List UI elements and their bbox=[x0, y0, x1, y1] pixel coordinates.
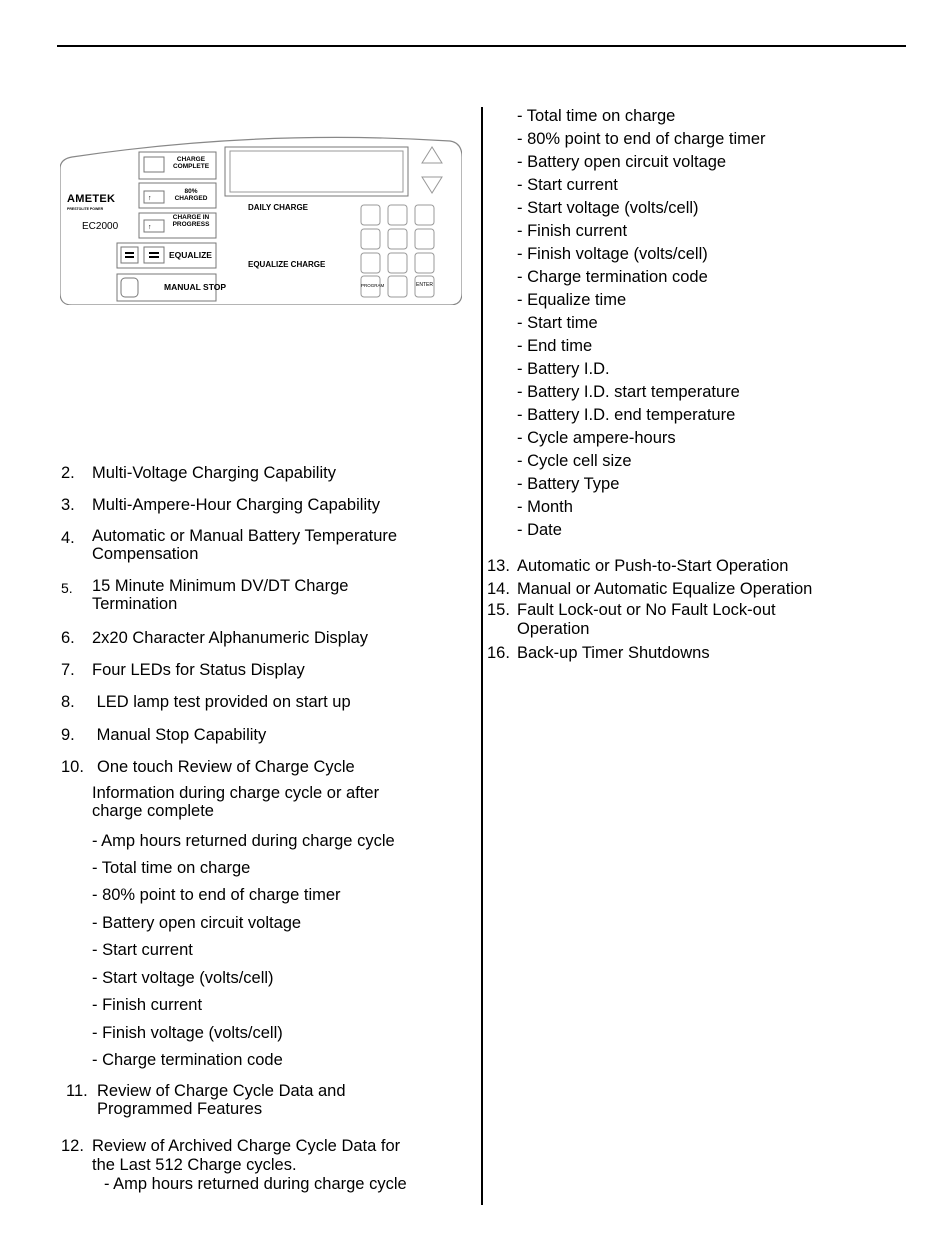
item-text-line2: Compensation bbox=[92, 545, 199, 563]
item-number: 3. bbox=[61, 496, 75, 514]
sub-item: - Charge termination code bbox=[517, 268, 708, 286]
sub-item: - 80% point to end of charge timer bbox=[92, 886, 341, 904]
item-number: 8. bbox=[61, 693, 75, 711]
sub-item: - Battery I.D. end temperature bbox=[517, 406, 736, 424]
sub-item: - Equalize time bbox=[517, 291, 627, 309]
item-text-line2: the Last 512 Charge cycles. bbox=[92, 1156, 297, 1174]
brand-subtitle: PRESTOLITE POWER bbox=[67, 207, 104, 211]
top-rule bbox=[57, 45, 906, 47]
sub-item: - Month bbox=[517, 498, 573, 516]
item-text: Four LEDs for Status Display bbox=[92, 661, 305, 679]
sub-item: - Battery I.D. start temperature bbox=[517, 383, 740, 401]
sub-item: - Charge termination code bbox=[92, 1051, 283, 1069]
item-number: 11. bbox=[66, 1082, 88, 1100]
sub-item: - Battery Type bbox=[517, 475, 620, 493]
item-number: 16. bbox=[487, 644, 510, 662]
equalize-button-label: EQUALIZE bbox=[169, 250, 212, 260]
item10-info-line1: Information during charge cycle or after bbox=[92, 784, 380, 802]
led-charge-in-progress-label: CHARGE IN PROGRESS bbox=[172, 214, 210, 229]
sub-item: - Battery I.D. bbox=[517, 360, 610, 378]
sub-item: - Total time on charge bbox=[517, 107, 676, 125]
sub-item: - End time bbox=[517, 337, 593, 355]
daily-charge-label: DAILY CHARGE bbox=[248, 203, 309, 212]
column-divider bbox=[481, 107, 483, 1205]
item-text: Multi-Voltage Charging Capability bbox=[92, 464, 336, 482]
charger-panel-illustration bbox=[60, 135, 462, 305]
item-text: 15 Minute Minimum DV/DT Charge bbox=[92, 577, 349, 595]
manual-stop-button-label: MANUAL STOP bbox=[164, 282, 227, 292]
sub-item: - 80% point to end of charge timer bbox=[517, 130, 766, 148]
item-text: 2x20 Character Alphanumeric Display bbox=[92, 629, 369, 647]
sub-item: - Start voltage (volts/cell) bbox=[517, 199, 699, 217]
sub-item: - Start voltage (volts/cell) bbox=[92, 969, 274, 987]
sub-item: - Start current bbox=[517, 176, 618, 194]
item-number: 12. bbox=[61, 1137, 84, 1155]
item-text: Automatic or Push-to-Start Operation bbox=[517, 557, 789, 575]
item-number: 13. bbox=[487, 557, 510, 575]
item-text-line2: Operation bbox=[517, 620, 590, 638]
item-text-line3: - Amp hours returned during charge cycle bbox=[104, 1175, 407, 1193]
item-number: 5. bbox=[61, 580, 73, 596]
item-text: Multi-Ampere-Hour Charging Capability bbox=[92, 496, 380, 514]
sub-item: - Cycle ampere-hours bbox=[517, 429, 676, 447]
sub-item: - Cycle cell size bbox=[517, 452, 632, 470]
sub-item: - Battery open circuit voltage bbox=[92, 914, 302, 932]
arrow-up-icon: ↑ bbox=[148, 224, 152, 231]
sub-item: - Finish voltage (volts/cell) bbox=[92, 1024, 283, 1042]
item-text: Review of Archived Charge Cycle Data for bbox=[92, 1137, 401, 1155]
item-number: 6. bbox=[61, 629, 75, 647]
item-number: 15. bbox=[487, 601, 510, 619]
item-number: 10. bbox=[61, 758, 84, 776]
sub-item: - Finish current bbox=[517, 222, 628, 240]
item-text-line2: Termination bbox=[92, 595, 178, 613]
item-number: 4. bbox=[61, 529, 75, 547]
sub-item: - Finish voltage (volts/cell) bbox=[517, 245, 708, 263]
sub-item: - Finish current bbox=[92, 996, 203, 1014]
arrow-up-icon: ↑ bbox=[148, 195, 152, 202]
item-text: LED lamp test provided on start up bbox=[92, 693, 351, 711]
item-text: Manual Stop Capability bbox=[92, 726, 267, 744]
brand-logo: AMETEK bbox=[67, 193, 116, 205]
item-text: Review of Charge Cycle Data and bbox=[97, 1082, 346, 1100]
item-number: 2. bbox=[61, 464, 75, 482]
item-text-line2: Programmed Features bbox=[97, 1100, 263, 1118]
sub-item: - Date bbox=[517, 521, 562, 539]
enter-key-label: ENTER bbox=[416, 282, 433, 288]
item-text: Back-up Timer Shutdowns bbox=[517, 644, 710, 662]
led-80-charged-label: 80% CHARGED bbox=[174, 188, 208, 203]
equalize-charge-label: EQUALIZE CHARGE bbox=[248, 260, 326, 269]
led-charge-complete-label: CHARGE COMPLETE bbox=[172, 156, 210, 171]
sub-item: - Start current bbox=[92, 941, 193, 959]
item-number: 9. bbox=[61, 726, 75, 744]
panel-outline bbox=[60, 135, 462, 305]
item-text: One touch Review of Charge Cycle bbox=[97, 758, 355, 776]
sub-item: - Amp hours returned during charge cycle bbox=[92, 832, 395, 850]
item-text: Manual or Automatic Equalize Operation bbox=[517, 580, 813, 598]
item-number: 14. bbox=[487, 580, 510, 598]
sub-item: - Total time on charge bbox=[92, 859, 251, 877]
item-number: 7. bbox=[61, 661, 75, 679]
sub-item: - Battery open circuit voltage bbox=[517, 153, 727, 171]
item-text: Fault Lock-out or No Fault Lock-out bbox=[517, 601, 776, 619]
item-text: Automatic or Manual Battery Temperature bbox=[92, 527, 398, 545]
model-label: EC2000 bbox=[82, 221, 119, 232]
item10-info-line2: charge complete bbox=[92, 802, 214, 820]
sub-item: - Start time bbox=[517, 314, 598, 332]
program-key-label: PROGRAM bbox=[361, 283, 385, 288]
